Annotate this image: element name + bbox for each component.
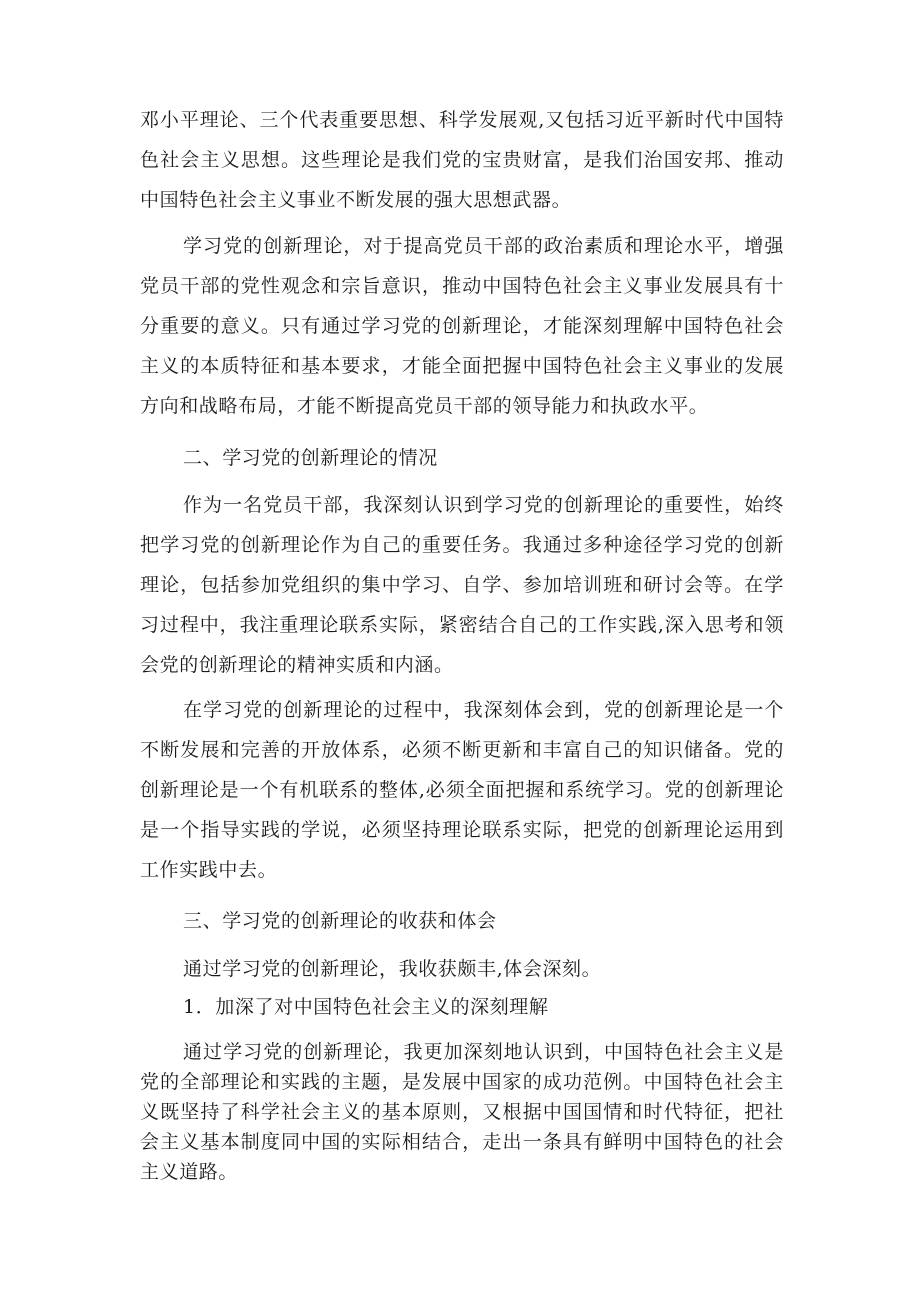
paragraph-harvest-intro: 通过学习党的创新理论，我收获颇丰,体会深刻。 [183, 958, 602, 980]
section-heading-three: 三、学习党的创新理论的收获和体会 [183, 910, 497, 932]
paragraph-theories-continued: 邓小平理论、三个代表重要思想、科学发展观,又包括习近平新时代中国特色社会主义思想。这些理论是我们党的宝贵财富，是我们治国安邦、推动中国特色社会主义事业不断发展的强大思想武器。 [140, 109, 784, 211]
paragraph-study-insights: 在学习党的创新理论的过程中，我深刻体会到，党的创新理论是一个不断发展和完善的开放体系，必须不断更新和丰富自己的知识储备。党的创新理论是一个有机联系的整体,必须全面把握和系统学习。党的创新理论是一个指导实践的学说，必须坚持理论联系实际，把党的创新理论运用到工作实践中去。 [140, 699, 784, 881]
paragraph-study-situation: 作为一名党员干部，我深刻认识到学习党的创新理论的重要性，始终把学习党的创新理论作为自己的重要任务。我通过多种途径学习党的创新理论，包括参加党组织的集中学习、自学、参加培训班和研讨会等。在学习过程中，我注重理论联系实际，紧密结合自己的工作实践,深入思考和领会党的创新理论的精神实质和内涵。 [140, 494, 784, 676]
subheading-one: 1．加深了对中国特色社会主义的深刻理解 [183, 996, 549, 1018]
paragraph-significance: 学习党的创新理论，对于提高党员干部的政治素质和理论水平，增强党员干部的党性观念和宗旨意识，推动中国特色社会主义事业发展具有十分重要的意义。只有通过学习党的创新理论，才能深刻理解中国特色社会主义的本质特征和基本要求，才能全面把握中国特色社会主义事业的发展方向和战略布局，才能不断提高党员干部的领导能力和执政水平。 [140, 235, 784, 417]
section-heading-two: 二、学习党的创新理论的情况 [183, 447, 438, 469]
paragraph-socialism-understanding: 通过学习党的创新理论，我更加深刻地认识到，中国特色社会主义是党的全部理论和实践的主题，是发展中国家的成功范例。中国特色社会主义既坚持了科学社会主义的基本原则，又根据中国国情和时代特征，把社会主义基本制度同中国的实际相结合，走出一条具有鲜明中国特色的社会主义道路。 [140, 1041, 784, 1183]
